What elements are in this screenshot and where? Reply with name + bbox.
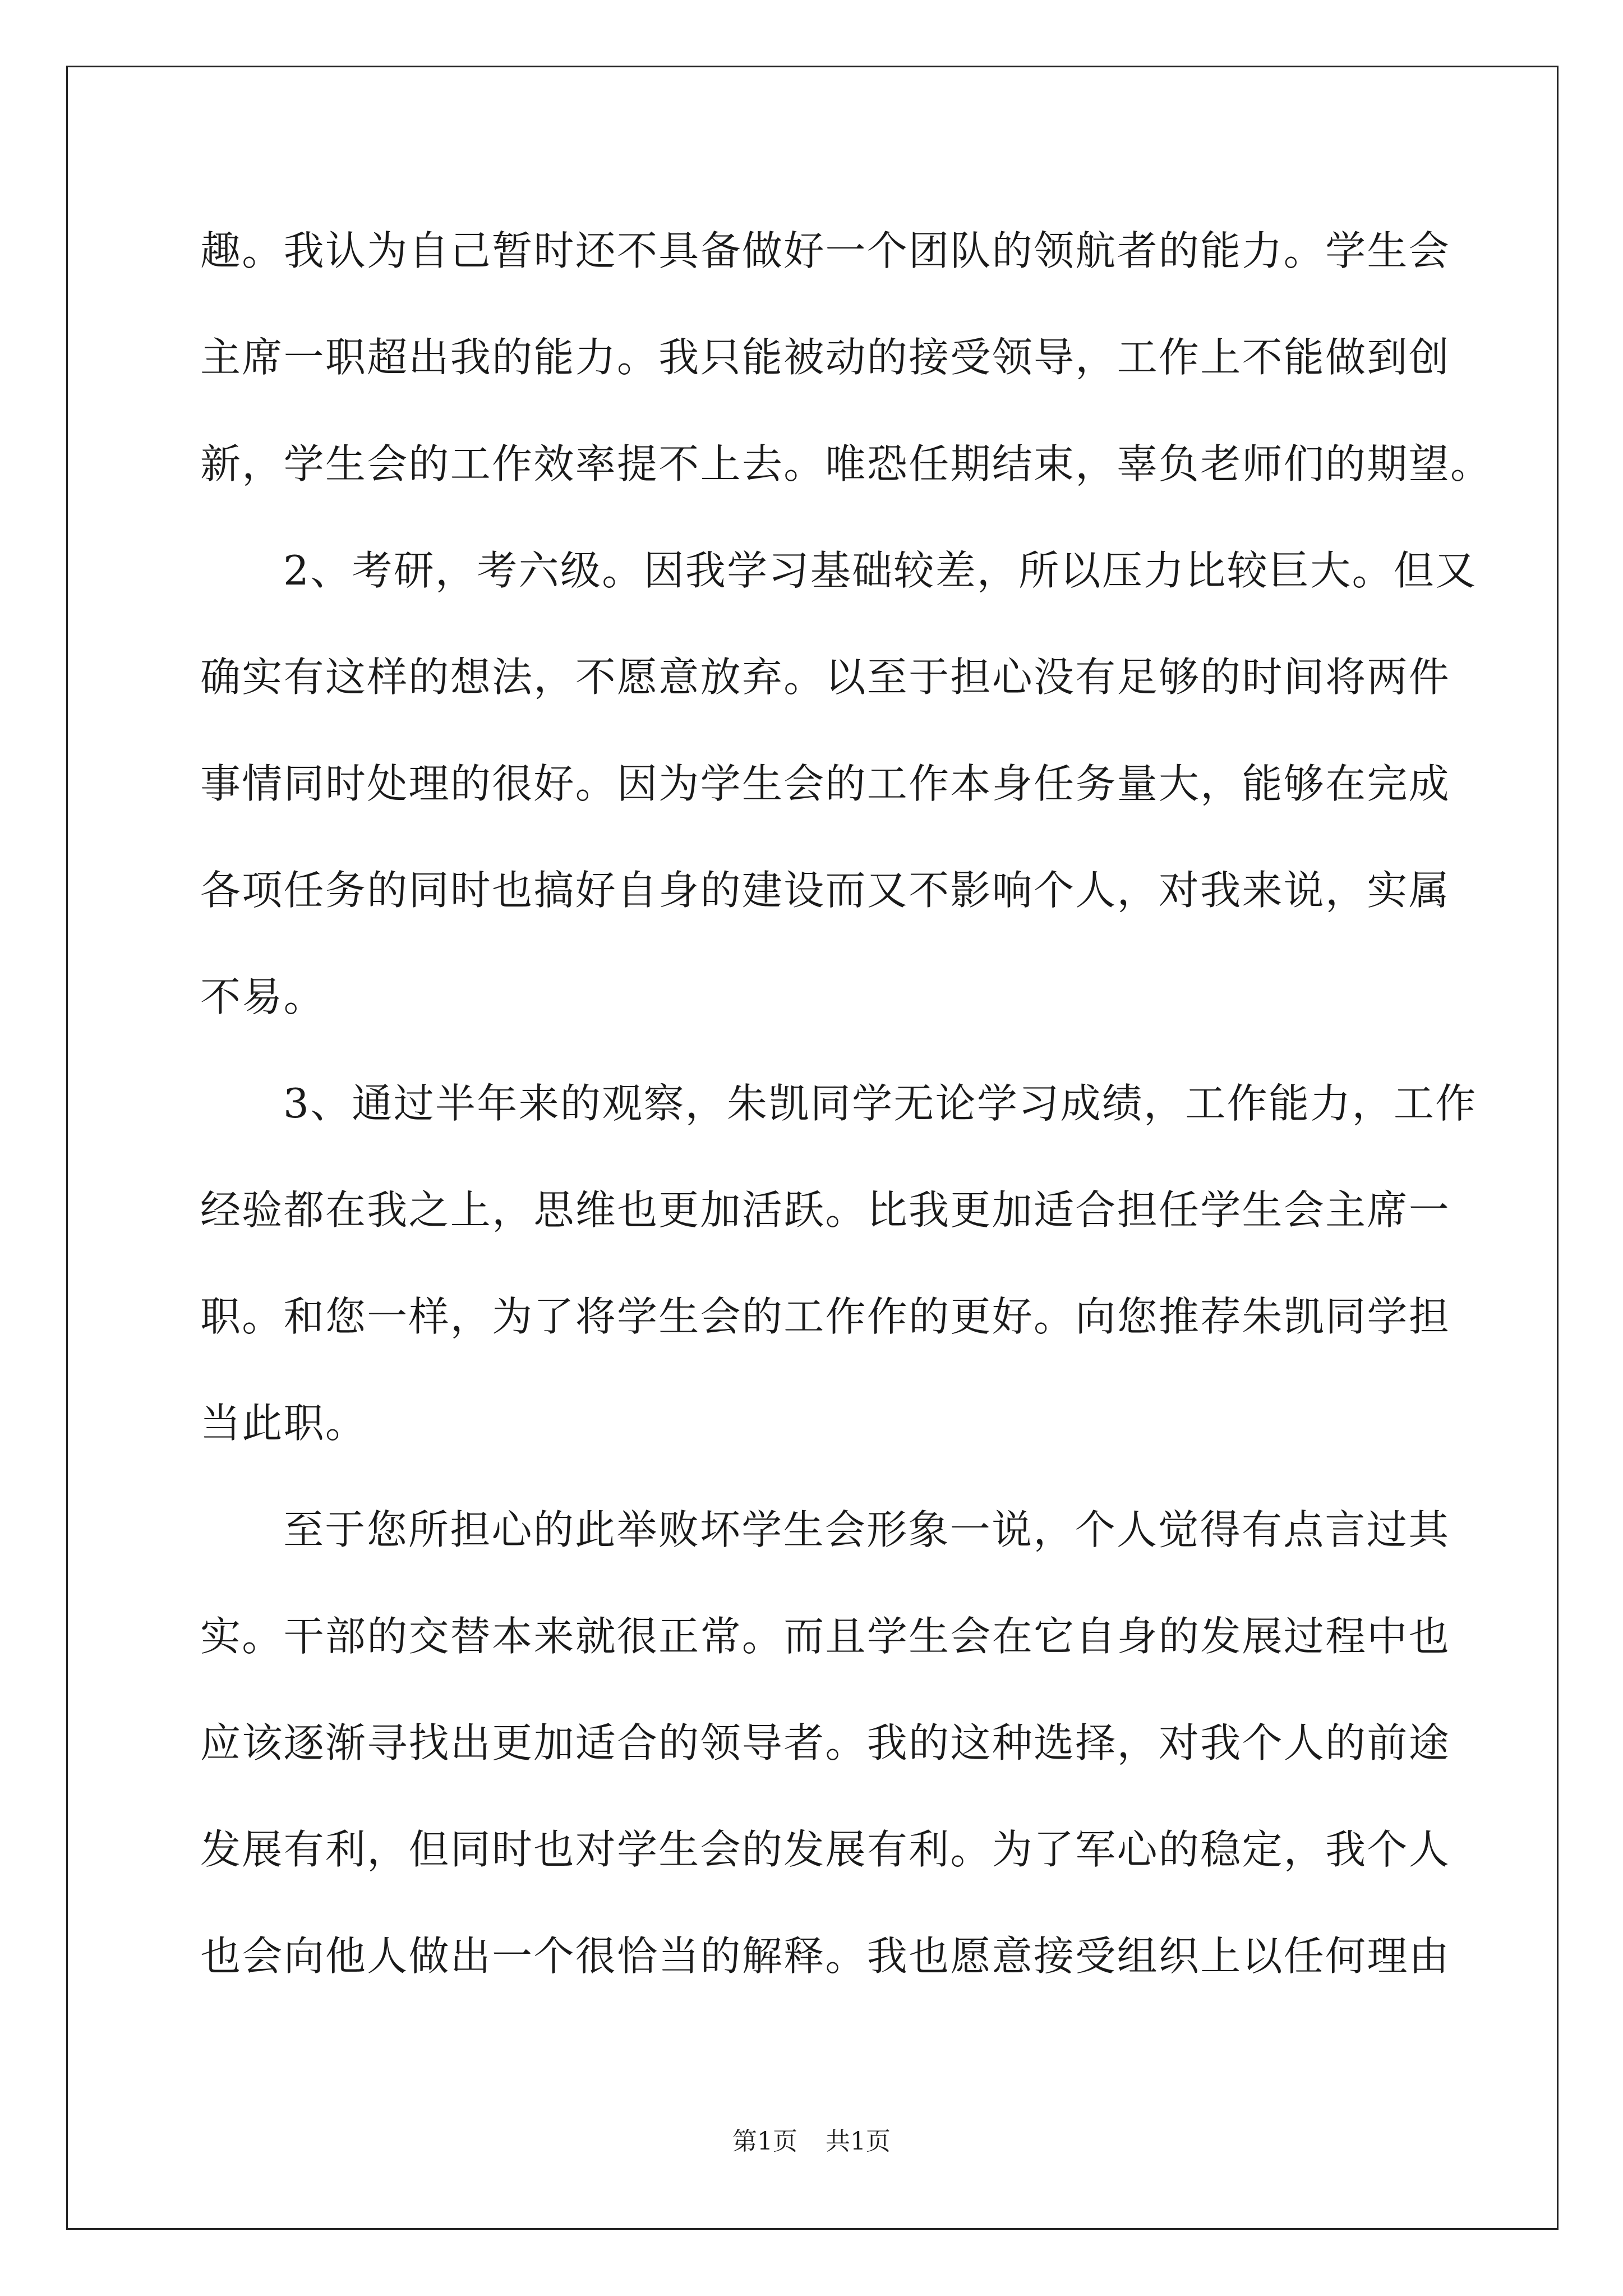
text-line: 发展有利，但同时也对学生会的发展有利。为了军心的稳定，我个人 [200, 1826, 1451, 1873]
text-line: 当此职。 [200, 1400, 367, 1447]
page-footer [0, 2125, 1623, 2159]
text-line: 经验都在我之上，思维也更加活跃。比我更加适合担任学生会主席一 [200, 1186, 1451, 1234]
text-line: 职。和您一样，为了将学生会的工作作的更好。向您推荐朱凯同学担 [200, 1293, 1451, 1340]
text-line: 事情同时处理的很好。因为学生会的工作本身任务量大，能够在完成 [200, 760, 1451, 807]
text-line: 主席一职超出我的能力。我只能被动的接受领导，工作上不能做到创 [200, 334, 1451, 381]
page-total: 共1页 [826, 2127, 891, 2156]
text-line: 实。干部的交替本来就很正常。而且学生会在它自身的发展过程中也 [200, 1613, 1451, 1660]
text-line: 应该逐渐寻找出更加适合的领导者。我的这种选择，对我个人的前途 [200, 1719, 1451, 1766]
text-line: 3、通过半年来的观察，朱凯同学无论学习成绩，工作能力，工作 [283, 1080, 1477, 1127]
document-body [200, 215, 1492, 2027]
text-line: 也会向他人做出一个很恰当的解释。我也愿意接受组织上以任何理由 [200, 1932, 1451, 1980]
text-line: 2、考研，考六级。因我学习基础较差，所以压力比较巨大。但又 [283, 547, 1477, 594]
text-line: 至于您所担心的此举败坏学生会形象一说，个人觉得有点言过其 [283, 1506, 1450, 1553]
text-line: 确实有这样的想法，不愿意放弃。以至于担心没有足够的时间将两件 [200, 654, 1451, 701]
text-line: 新，学生会的工作效率提不上去。唯恐任期结束，辜负老师们的期望。 [200, 440, 1492, 487]
text-line: 不易。 [200, 973, 325, 1020]
text-line: 各项任务的同时也搞好自身的建设而又不影响个人，对我来说，实属 [200, 867, 1451, 914]
text-line: 趣。我认为自己暂时还不具备做好一个团队的领航者的能力。学生会 [200, 227, 1451, 274]
page-number: 第1页 [732, 2127, 797, 2156]
